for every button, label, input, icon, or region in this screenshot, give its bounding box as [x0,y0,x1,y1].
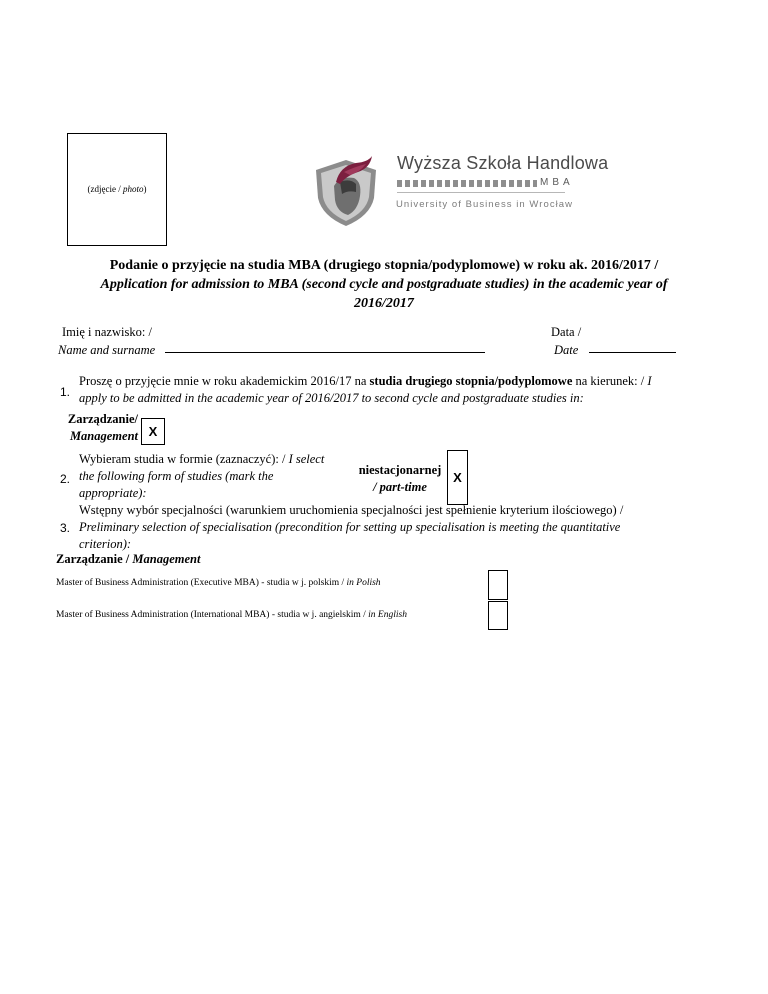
logo-decorative-bar [397,180,537,187]
logo-mba: MBA [540,177,574,188]
title-en-line2: 2016/2017 [354,296,414,311]
specialisation-heading: Zarządzanie / Management [56,552,201,566]
item-1-text: Proszę o przyjęcie mnie w roku akademickim 2016/17 na studia drugiego stopnia/podyplomowe na kierunek: / I apply to be admitted in the academic year of 2016/2017 to second cycle and postgraduate studies in: [79,374,652,405]
logo-divider [397,192,565,193]
item-3-text: Wstępny wybór specjalności (warunkiem uruchomienia specjalności jest spełnienie kryterium ilościowego) / Preliminary selection of specialisation (precondition for setting up specialisation is meeting the quantitative criterion): [79,503,624,551]
executive-mba-checkbox[interactable] [488,570,508,600]
item-2-number: 2. [60,472,71,486]
form-title [55,256,713,313]
part-time-checkbox[interactable]: X [447,450,468,505]
logo-subtitle: University of Business in Wrocław [396,199,574,210]
shield-logo-icon [310,152,382,228]
part-time-option-label: niestacjonarnej / part-time [358,463,442,494]
name-input-line[interactable] [165,352,485,353]
title-pl: Podanie o przyjęcie na studia MBA (drugiego stopnia/podyplomowe) w roku ak. 2016/2017 / [109,258,659,273]
management-checkbox[interactable]: X [141,418,165,445]
item-1-number: 1. [60,385,71,399]
date-label: Data / Date [551,325,582,357]
item-3-number: 3. [60,521,71,535]
field-management-label: Zarządzanie/ Management [67,412,138,443]
specialisation-executive-mba: Master of Business Administration (Executive MBA) - studia w j. polskim / in Polish [56,578,381,588]
title-en-line1: Application for admission to MBA (second cycle and postgraduate studies) in the academic year of [100,277,668,292]
specialisation-international-mba: Master of Business Administration (International MBA) - studia w j. angielskim / in English [56,610,407,620]
logo-school-name: Wyższa Szkoła Handlowa [397,153,609,173]
school-logo [310,152,609,232]
item-2-text: Wybieram studia w formie (zaznaczyć): / I select the following form of studies (mark the appropriate): [79,452,325,500]
name-label: Imię i nazwisko: / Name and surname [58,325,156,357]
international-mba-checkbox[interactable] [488,601,508,630]
photo-box [67,133,167,246]
date-input-line[interactable] [589,352,676,353]
photo-label: (zdjęcie / photo) [87,184,147,194]
